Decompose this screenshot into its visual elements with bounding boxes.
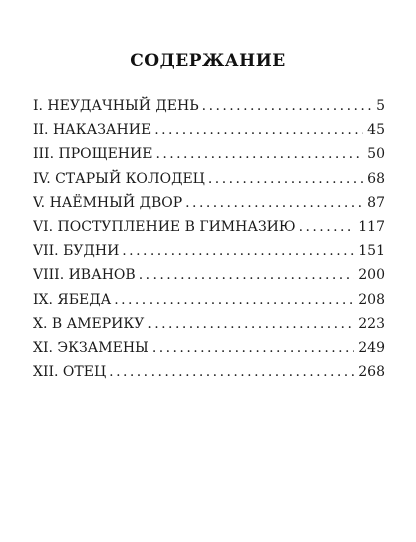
toc-leader-dots <box>202 94 372 118</box>
toc-entry-title: XII. ОТЕЦ <box>33 364 107 381</box>
toc-entry-title: VIII. ИВАНОВ <box>33 267 136 284</box>
toc-entry <box>33 288 385 312</box>
toc-entry-page: 45 <box>367 122 385 139</box>
toc-leader-dots <box>139 263 355 287</box>
toc-leader-dots <box>208 167 363 191</box>
toc-leader-dots <box>154 118 363 142</box>
toc-entry-title: I. НЕУДАЧНЫЙ ДЕНЬ <box>33 98 199 114</box>
toc-leader-dots <box>109 360 354 384</box>
toc-entry-page: 249 <box>358 339 385 356</box>
toc-leader-dots <box>155 142 363 166</box>
toc-entry-title: III. ПРОЩЕНИЕ <box>33 146 153 163</box>
toc-entry-page: 223 <box>358 315 385 332</box>
toc-leader-dots <box>185 191 363 215</box>
toc-entry <box>33 360 385 384</box>
toc-entry-title: II. НАКАЗАНИЕ <box>33 122 152 139</box>
toc-entry <box>33 263 385 287</box>
toc-entry-page: 151 <box>358 243 385 260</box>
toc-entry <box>33 118 385 142</box>
toc-entry-page: 50 <box>367 146 385 163</box>
toc-entry-title: IX. ЯБЕДА <box>33 291 112 308</box>
toc-entry-title: VII. БУДНИ <box>33 243 120 260</box>
toc-entry-page: 117 <box>358 218 385 235</box>
toc-entry <box>33 167 385 191</box>
toc-entry <box>33 239 385 263</box>
page-title: СОДЕРЖАНИЕ <box>130 51 286 71</box>
toc-entry <box>33 215 385 239</box>
toc-entry-page: 68 <box>367 170 385 187</box>
toc-entry <box>33 142 385 166</box>
toc-entry-title: X. В АМЕРИКУ <box>33 315 145 332</box>
toc-entry-title: XI. ЭКЗАМЕНЫ <box>33 339 149 356</box>
toc-entry-page: 200 <box>358 267 385 284</box>
toc-leader-dots <box>122 239 354 263</box>
toc-leader-dots <box>147 312 354 336</box>
toc-entry-page: 268 <box>358 364 385 381</box>
toc-entry <box>33 312 385 336</box>
toc-entry-page: 208 <box>358 291 385 308</box>
toc-leader-dots <box>114 288 354 312</box>
toc-entry-title: IV. СТАРЫЙ КОЛОДЕЦ <box>33 170 205 187</box>
toc-entry <box>33 94 385 118</box>
table-of-contents <box>33 94 385 384</box>
toc-entry-page: 87 <box>367 194 385 211</box>
toc-entry <box>33 336 385 360</box>
toc-leader-dots <box>299 215 355 239</box>
toc-entry-title: VI. ПОСТУПЛЕНИЕ В ГИМНАЗИЮ <box>33 218 296 235</box>
toc-entry-page: 5 <box>376 98 385 114</box>
toc-entry-title: V. НАЁМНЫЙ ДВОР <box>33 194 183 211</box>
toc-leader-dots <box>152 336 354 360</box>
toc-entry <box>33 191 385 215</box>
